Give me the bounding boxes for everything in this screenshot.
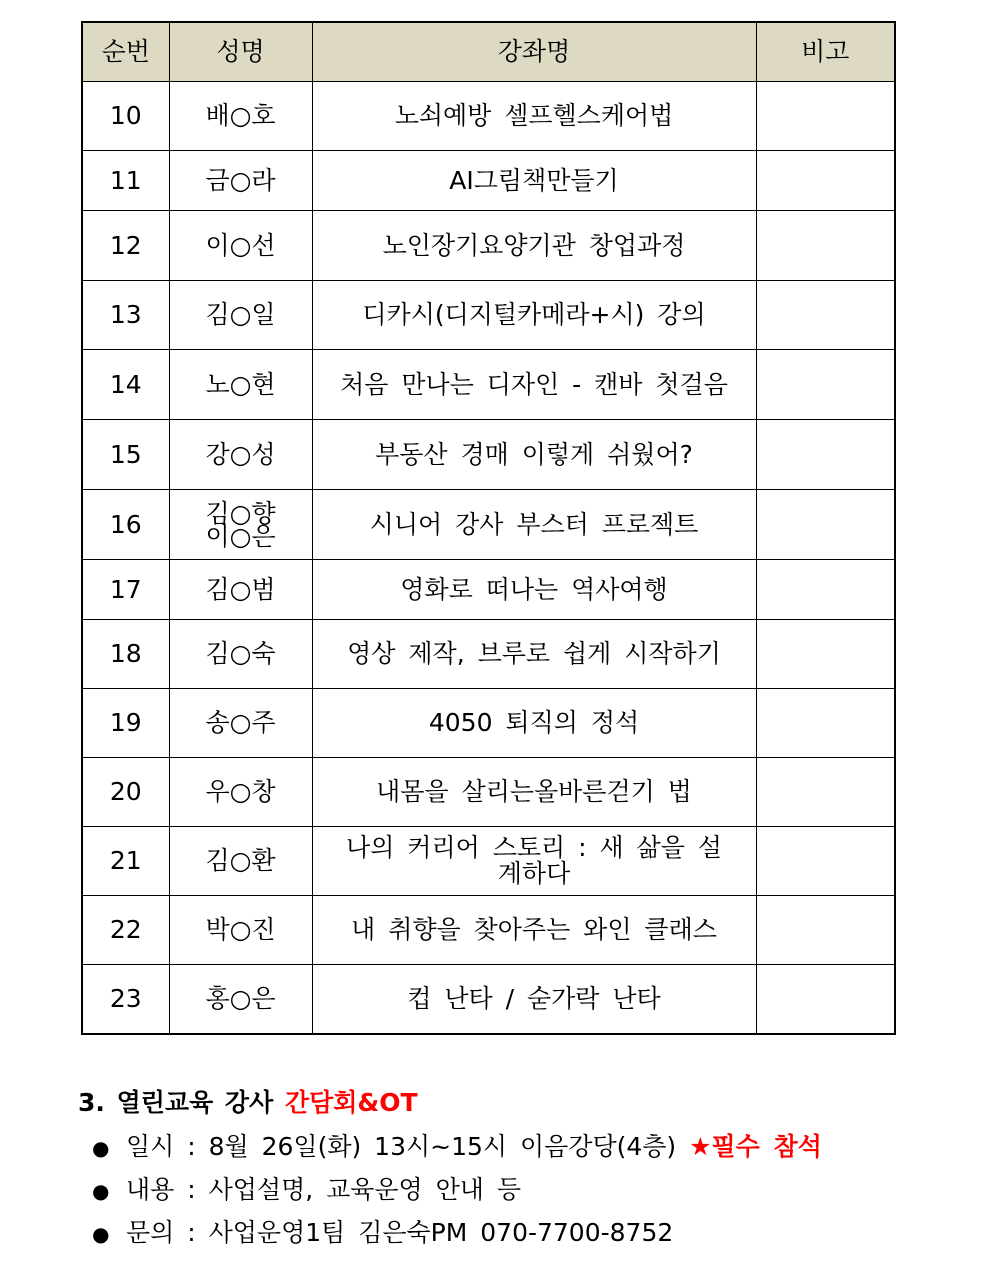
row-course: 부동산 경매 이렇게 쉬웠어?	[312, 420, 756, 490]
table-row	[82, 82, 895, 151]
row-number: 19	[82, 689, 169, 758]
row-name: 노○현	[169, 350, 312, 420]
row-number: 15	[82, 420, 169, 490]
table-row	[82, 420, 895, 490]
row-course: 내 취향을 찾아주는 와인 클래스	[312, 896, 756, 965]
row-name: 홍○은	[169, 965, 312, 1034]
list-item-contact	[92, 1211, 822, 1254]
contact-text: 문의 : 사업운영1팀 김은숙PM 070-7700-8752	[126, 1218, 674, 1247]
row-name: 우○창	[169, 758, 312, 827]
row-course: 디카시(디지털카메라+시) 강의	[312, 281, 756, 350]
row-number: 23	[82, 965, 169, 1034]
instructor-table	[81, 21, 896, 1035]
table-row	[82, 896, 895, 965]
header-note: 비고	[756, 22, 895, 82]
table-row	[82, 758, 895, 827]
row-note	[756, 350, 895, 420]
row-number: 16	[82, 490, 169, 560]
row-number: 13	[82, 281, 169, 350]
row-note	[756, 689, 895, 758]
row-course: 노쇠예방 셀프헬스케어법	[312, 82, 756, 151]
row-course: 처음 만나는 디자인 - 캔바 첫걸음	[312, 350, 756, 420]
row-course: 영상 제작, 브루로 쉽게 시작하기	[312, 620, 756, 689]
row-name	[169, 490, 312, 560]
row-course: 영화로 떠나는 역사여행	[312, 560, 756, 620]
row-number: 10	[82, 82, 169, 151]
row-note	[756, 82, 895, 151]
table-row	[82, 965, 895, 1034]
row-note	[756, 620, 895, 689]
row-course: 시니어 강사 부스터 프로젝트	[312, 490, 756, 560]
table-row	[82, 151, 895, 211]
bullet-icon: ●	[92, 1179, 110, 1203]
row-name-second: 이○은	[205, 521, 276, 551]
row-number: 14	[82, 350, 169, 420]
row-name: 이○선	[169, 211, 312, 281]
row-note	[756, 758, 895, 827]
row-course: 나의 커리어 스토리 : 새 삶을 설계하다	[312, 827, 756, 896]
row-name: 김○환	[169, 827, 312, 896]
row-note	[756, 896, 895, 965]
row-name: 송○주	[169, 689, 312, 758]
row-number: 22	[82, 896, 169, 965]
table-header-row	[82, 22, 895, 82]
table-row	[82, 350, 895, 420]
section-heading	[78, 1083, 418, 1119]
list-item-content	[92, 1168, 822, 1211]
row-note	[756, 490, 895, 560]
row-number: 20	[82, 758, 169, 827]
row-number: 17	[82, 560, 169, 620]
table-row	[82, 490, 895, 560]
info-list	[92, 1125, 822, 1254]
row-note	[756, 151, 895, 211]
row-course: 컵 난타 / 숟가락 난타	[312, 965, 756, 1034]
table-row	[82, 689, 895, 758]
row-name: 배○호	[169, 82, 312, 151]
row-name: 김○일	[169, 281, 312, 350]
list-item-date	[92, 1125, 822, 1168]
header-course: 강좌명	[312, 22, 756, 82]
row-name: 박○진	[169, 896, 312, 965]
row-name: 김○숙	[169, 620, 312, 689]
row-note	[756, 420, 895, 490]
row-name: 강○성	[169, 420, 312, 490]
row-name-first: 김○향	[205, 498, 276, 528]
row-number: 11	[82, 151, 169, 211]
table-row	[82, 211, 895, 281]
row-course: 노인장기요양기관 창업과정	[312, 211, 756, 281]
table-row	[82, 827, 895, 896]
row-note	[756, 281, 895, 350]
row-course: 내몸을 살리는올바른걷기 법	[312, 758, 756, 827]
header-number: 순번	[82, 22, 169, 82]
date-text: 일시 : 8월 26일(화) 13시~15시 이음강당(4층)	[126, 1132, 677, 1161]
row-note	[756, 827, 895, 896]
section-number: 3.	[78, 1088, 105, 1117]
row-name: 금○라	[169, 151, 312, 211]
row-note	[756, 560, 895, 620]
section-title-highlight: 간담회&OT	[284, 1088, 418, 1117]
section-title: 열린교육 강사	[116, 1088, 274, 1117]
table-row	[82, 620, 895, 689]
row-number: 18	[82, 620, 169, 689]
content-text: 내용 : 사업설명, 교육운영 안내 등	[126, 1175, 522, 1204]
bullet-icon: ●	[92, 1136, 110, 1160]
header-name: 성명	[169, 22, 312, 82]
row-course: 4050 퇴직의 정석	[312, 689, 756, 758]
row-number: 21	[82, 827, 169, 896]
row-name: 김○범	[169, 560, 312, 620]
table-row	[82, 560, 895, 620]
row-number: 12	[82, 211, 169, 281]
bullet-icon: ●	[92, 1222, 110, 1246]
required-attendance-badge: ★필수 참석	[689, 1132, 822, 1161]
table-row	[82, 281, 895, 350]
row-course: AI그림책만들기	[312, 151, 756, 211]
row-note	[756, 965, 895, 1034]
row-note	[756, 211, 895, 281]
